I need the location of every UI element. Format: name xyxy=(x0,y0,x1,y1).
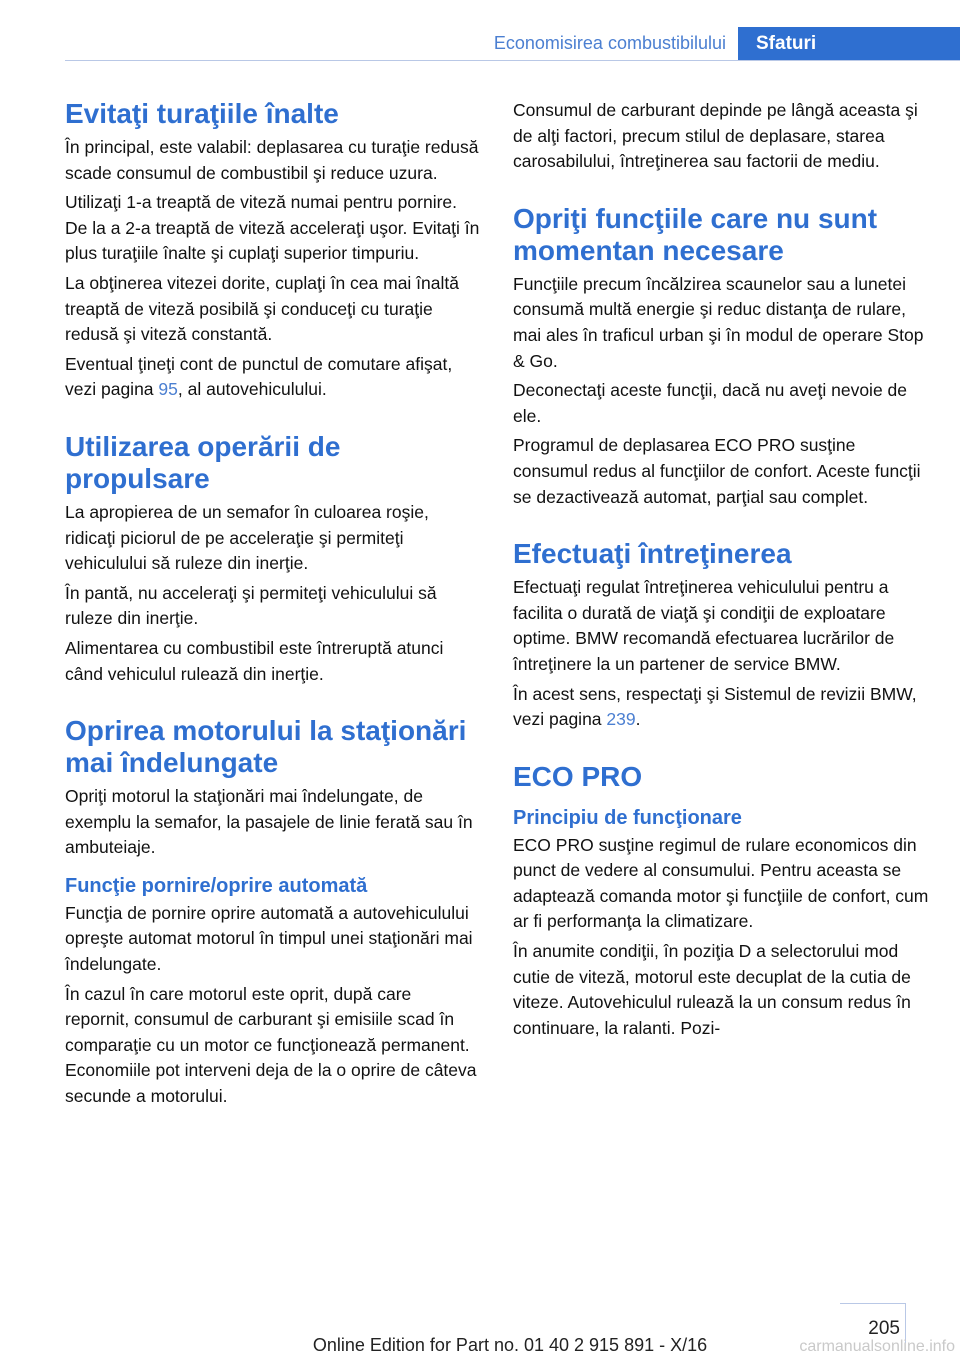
paragraph: La obţinerea vitezei dorite, cuplaţi în cea mai înaltă treaptă de viteză posibilă şi conduceţi cu turaţie redusă şi viteză constantă. xyxy=(65,272,459,345)
paragraph: Efectuaţi regulat întreţinerea vehiculului pentru a facilita o durată de viaţă şi condiţii de exploatare optime. BMW recomandă efectuarea lucrărilor de întreţinere la un partener de service BMW. xyxy=(513,577,895,674)
watermark: carmanualsonline.info xyxy=(799,1338,955,1355)
paragraph: Utilizaţi 1-a treaptă de viteză numai pentru pornire. De la a 2-a treaptă de viteză acceleraţi uşor. Evitaţi în plus turaţiile înalte şi cuplaţi superior timpuriu. xyxy=(65,192,480,264)
heading-coasting: Utilizarea operării de propulsare xyxy=(65,430,341,494)
paragraph: Programul de deplasarea ECO PRO susţine consumul redus al funcţiilor de confort. Aceste funcţii se dezactivează automat, parţial sau complet. xyxy=(513,435,921,507)
paragraph: Funcţia de pornire oprire automată a autovehiculului opreşte automat motorul în timpul unei staţionări mai îndelungate. xyxy=(65,902,473,975)
subheading-principle: Principiu de funcţionare xyxy=(513,806,742,829)
heading-eco-pro: ECO PRO xyxy=(513,760,643,792)
edition-footer: Online Edition for Part no. 01 40 2 915 891 - X/16 xyxy=(312,1335,708,1355)
paragraph: În pantă, nu acceleraţi şi permiteţi vehiculului să ruleze din inerţie. xyxy=(65,582,437,629)
text: Eventual ţineţi cont de punctul de comutare afişat, vezi pagina xyxy=(65,353,453,400)
paragraph: În cazul în care motorul este oprit, după care repornit, consumul de carburant şi emisiile scad în comparaţie cu un motor ce funcţionează permanent. Economiile pot interveni deja de la o oprire de câteva secunde a motorului. xyxy=(65,983,477,1107)
running-header-tab: Sfaturi xyxy=(738,27,960,60)
heading-stop-engine: Oprirea motorului la staţionări mai îndelungate xyxy=(65,715,467,779)
paragraph: Alimentarea cu combustibil este întreruptă atunci când vehiculul rulează din inerţie. xyxy=(65,637,444,684)
running-header-section: Economisirea combustibilului xyxy=(493,33,726,53)
paragraph-with-link xyxy=(513,682,931,733)
header-rule xyxy=(65,60,960,61)
heading-maintenance: Efectuaţi întreţinerea xyxy=(513,538,792,570)
paragraph: În anumite condiţii, în poziţia D a selectorului mod cutie de viteză, motorul este decuplat de la cutia de viteze. Autovehiculul rulează la un consum redus în continuare, la ralanti. Pozi- xyxy=(513,941,911,1038)
footer-rule-vertical xyxy=(905,1303,906,1343)
text: . xyxy=(635,709,641,730)
right-column xyxy=(513,98,931,1045)
paragraph: Consumul de carburant depinde pe lângă aceasta şi de alţi factori, precum stilul de deplasare, starea carosabilului, întreţinerea sau factorii de mediu. xyxy=(513,100,918,172)
footer-rule xyxy=(840,1303,905,1304)
heading-avoid-high-rpm: Evitaţi turaţiile înalte xyxy=(65,98,339,129)
paragraph: Opriţi motorul la staţionări mai îndelungate, de exemplu la semafor, la pasajele de linie ferată sau în ambuteiaje. xyxy=(65,786,473,858)
paragraph-with-link xyxy=(65,352,480,403)
page-number: 205 xyxy=(868,1318,900,1339)
heading-disable-functions: Opriţi funcţiile care nu sunt momentan necesare xyxy=(513,202,878,266)
page-link-239[interactable]: 239 xyxy=(606,709,636,730)
paragraph: ECO PRO susţine regimul de rulare economicos din punct de vedere al consumului. Pentru aceasta se adaptează comanda motor şi funcţiile de confort, cum ar fi performanţa la climatizare. xyxy=(513,834,929,932)
page-link-95[interactable]: 95 xyxy=(158,379,178,400)
left-column xyxy=(65,98,480,1114)
paragraph: Funcţiile precum încălzirea scaunelor sau a lunetei consumă multă energie şi reduc distanţa de rulare, mai ales în traficul urban şi în modul de operare Stop & Go. xyxy=(513,273,924,371)
text: În acest sens, respectaţi şi Sistemul de revizii BMW, vezi pagina xyxy=(513,683,917,730)
paragraph: În principal, este valabil: deplasarea cu turaţie redusă scade consumul de combustibil şi reduce uzura. xyxy=(65,137,479,183)
paragraph: La apropierea de un semafor în culoarea roşie, ridicaţi piciorul de pe acceleraţie şi permiteţi vehiculului să ruleze din inerţie. xyxy=(65,501,429,574)
subheading-auto-start-stop: Funcţie pornire/oprire automată xyxy=(65,874,368,897)
text: , al autovehiculului. xyxy=(177,379,327,400)
paragraph: Deconectaţi aceste funcţii, dacă nu aveţi nevoie de ele. xyxy=(513,380,907,426)
